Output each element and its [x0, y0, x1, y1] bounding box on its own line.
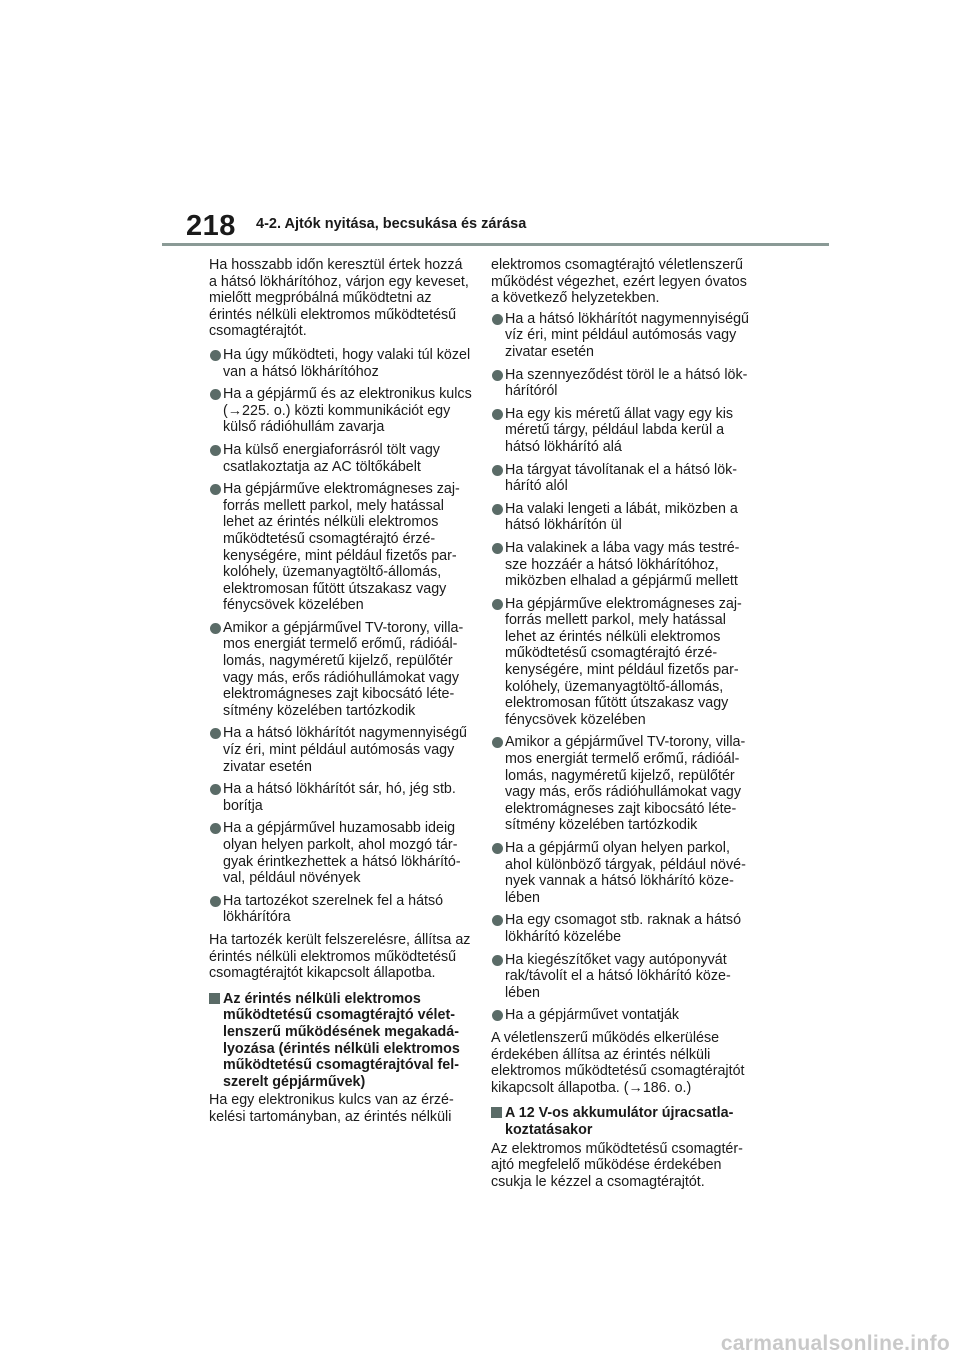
- list-item: Ha külső energiaforrásról tölt vagy csatlakoztatja az AC töltőkábelt: [209, 442, 474, 475]
- list-item: Amikor a gépjárművel TV-torony, villamos energiát termelő erőmű, rádióállomás, nagyméretű kijelző, repülőtér vagy más, erős rádióhullámokat vagy elektromágneses zajt kibocsátó létesítmény közelében tartózkodik: [491, 734, 753, 834]
- bullet-icon: [210, 728, 221, 739]
- left-heading-body: Ha egy elektronikus kulcs van az érzékelési tartományban, az érintés nélküli: [209, 1092, 454, 1125]
- list-item: Ha szennyeződést töröl le a hátsó lökhárítóról: [491, 367, 753, 400]
- list-item: Ha kiegészítőket vagy autóponyvát rak/távolít el a hátsó lökhárító közelében: [491, 952, 753, 1002]
- header-divider: [162, 243, 829, 246]
- list-item: Ha úgy működteti, hogy valaki túl közel van a hátsó lökhárítóhoz: [209, 347, 474, 380]
- page-number: 218: [186, 210, 236, 242]
- bullet-icon: [210, 623, 221, 634]
- list-item: Ha valakinek a lába vagy más testrésze hozzáér a hátsó lökhárítóhoz, miközben elhalad a gépjármű mellett: [491, 540, 753, 590]
- page-header: [0, 0, 960, 250]
- left-column: [209, 257, 474, 1133]
- list-item: Ha gépjárműve elektromágneses zajforrás mellett parkol, mely hatással lehet az érintés nélküli elektromos működtetésű csomagtérajtó érzékenységére, mint például fizetős parkolóhely, üzemanyagtöltő-állomás, elektromosan fűtött útszakasz vagy fénycsövek közelében: [491, 596, 753, 729]
- bullet-icon: [210, 784, 221, 795]
- right-after-bullets-paragraph: A véletlenszerű működés elkerülése érdekében állítsa az érintés nélküli elektromos működtetésű csomagtérajtót kikapcsolt állapotba. (→186. o.): [491, 1029, 745, 1096]
- right-heading-body: Az elektromos működtetésű csomagtérajtó megfelelő működése érdekében csukja le kézzel a csomagtérajtót.: [491, 1140, 743, 1190]
- watermark: carmanualsonline.info: [720, 1332, 950, 1355]
- bullet-icon: [210, 350, 221, 361]
- bullet-icon: [492, 314, 503, 325]
- bullet-icon: [210, 484, 221, 495]
- bullet-icon: [492, 843, 503, 854]
- bullet-icon: [492, 504, 503, 515]
- list-item: Ha egy kis méretű állat vagy egy kis méretű tárgy, például labda kerül a hátsó lökhárító alá: [491, 406, 753, 456]
- list-item: Ha a hátsó lökhárítót sár, hó, jég stb. borítja: [209, 781, 474, 814]
- section-heading: A 12 V-os akkumulátor újracsatlakoztatásakor: [491, 1105, 753, 1138]
- bullet-icon: [492, 955, 503, 966]
- section-title: 4-2. Ajtók nyitása, becsukása és zárása: [256, 216, 527, 232]
- bullet-icon: [492, 599, 503, 610]
- bullet-icon: [492, 465, 503, 476]
- right-column: [491, 257, 753, 1197]
- bullet-icon: [210, 389, 221, 400]
- list-item: Ha egy csomagot stb. raknak a hátsó lökhárító közelébe: [491, 912, 753, 945]
- list-item: Ha tartozékot szerelnek fel a hátsó lökhárítóra: [209, 893, 474, 926]
- list-item: Ha valaki lengeti a lábát, miközben a hátsó lökhárítón ül: [491, 501, 753, 534]
- list-item: Ha a gépjárművet vontatják: [491, 1007, 753, 1024]
- list-item: Ha a gépjármű és az elektronikus kulcs (→225. o.) közti kommunikációt egy külső rádióhullám zavarja: [209, 386, 474, 436]
- left-after-bullets-paragraph: Ha tartozék került felszerelésre, állítsa az érintés nélküli elektromos működtetésű csomagtérajtót kikapcsolt állapotba.: [209, 931, 471, 982]
- heading-square-icon: [491, 1107, 502, 1118]
- bullet-icon: [492, 370, 503, 381]
- list-item: Ha tárgyat távolítanak el a hátsó lökhárító alól: [491, 462, 753, 495]
- list-item: Ha a gépjárművel huzamosabb ideig olyan helyen parkolt, ahol mozgó tárgyak érintkezhettek a hátsó lökhárítóval, például növények: [209, 820, 474, 886]
- bullet-icon: [210, 823, 221, 834]
- right-intro-paragraph: elektromos csomagtérajtó véletlenszerű működést végezhet, ezért legyen óvatos a következő helyzetekben.: [491, 257, 747, 307]
- bullet-icon: [492, 409, 503, 420]
- bullet-icon: [210, 896, 221, 907]
- bullet-icon: [492, 915, 503, 926]
- right-bullet-list: [491, 311, 753, 1024]
- list-item: Ha a hátsó lökhárítót nagymennyiségű víz éri, mint például autómosás vagy zivatar esetén: [491, 311, 753, 361]
- list-item: Amikor a gépjárművel TV-torony, villamos energiát termelő erőmű, rádióállomás, nagyméretű kijelző, repülőtér vagy más, erős rádióhullámokat vagy elektromágneses zajt kibocsátó létesítmény közelében tartózkodik: [209, 620, 474, 720]
- bullet-icon: [210, 445, 221, 456]
- bullet-icon: [492, 1010, 503, 1021]
- list-item: Ha gépjárműve elektromágneses zajforrás mellett parkol, mely hatással lehet az érintés nélküli elektromos működtetésű csomagtérajtó érzékenységére, mint például fizetős parkolóhely, üzemanyagtöltő-állomás, elektromosan fűtött útszakasz vagy fénycsövek közelében: [209, 481, 474, 614]
- list-item: Ha a gépjármű olyan helyen parkol, ahol különböző tárgyak, például növények vannak a hátsó lökhárító közelében: [491, 840, 753, 906]
- section-heading: Az érintés nélküli elektromos működtetésű csomagtérajtó véletlenszerű működésének megakadályozása (érintés nélküli elektromos működtetésű csomagtérajtóval felszerelt gépjárművek): [209, 991, 474, 1091]
- bullet-icon: [492, 543, 503, 554]
- left-bullet-list: [209, 347, 474, 926]
- bullet-icon: [492, 737, 503, 748]
- left-intro-paragraph: Ha hosszabb időn keresztül értek hozzá a hátsó lökhárítóhoz, várjon egy keveset, mielőtt megpróbálná működtetni az érintés nélküli elektromos működtetésű csomagtérajtót.: [209, 257, 469, 340]
- heading-square-icon: [209, 993, 220, 1004]
- list-item: Ha a hátsó lökhárítót nagymennyiségű víz éri, mint például autómosás vagy zivatar esetén: [209, 725, 474, 775]
- page-footer: [0, 1296, 960, 1358]
